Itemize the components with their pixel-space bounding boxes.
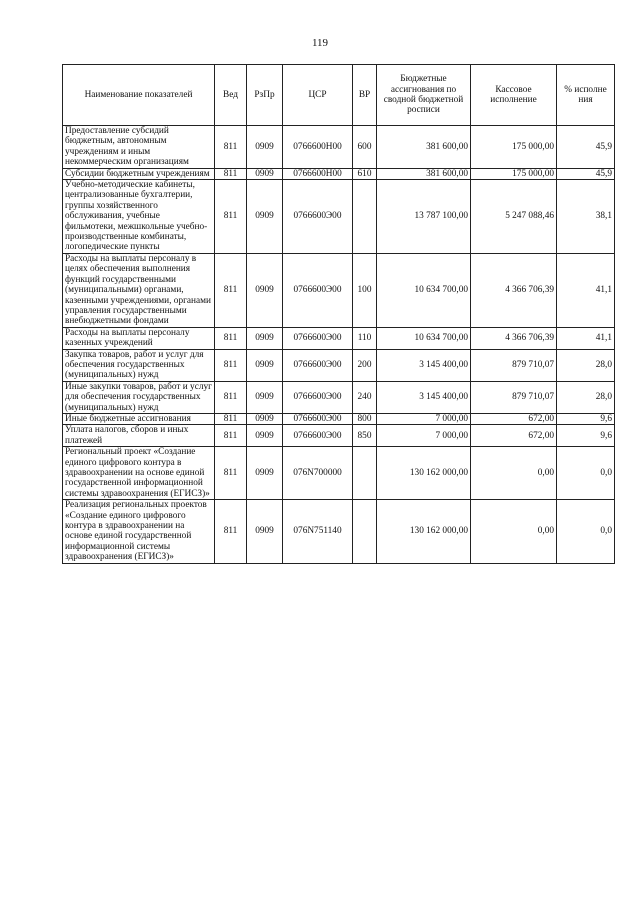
- table-body: [63, 126, 615, 564]
- cell-cash: 879 710,07: [471, 349, 557, 381]
- cell-percent: 28,0: [557, 381, 615, 413]
- cell-vr: 850: [353, 425, 377, 447]
- cell-vr: 100: [353, 253, 377, 327]
- cell-ved: 811: [215, 327, 247, 349]
- cell-rzpr: 0909: [247, 349, 283, 381]
- table-header-row: [63, 65, 615, 126]
- cell-vr: 200: [353, 349, 377, 381]
- cell-ved: 811: [215, 126, 247, 169]
- cell-budget: 381 600,00: [377, 168, 471, 179]
- header-name: Наименование показателей: [63, 65, 215, 126]
- cell-cash: 4 366 706,39: [471, 327, 557, 349]
- cell-ved: 811: [215, 253, 247, 327]
- header-rzpr: РзПр: [247, 65, 283, 126]
- cell-csr: 0766600Н00: [283, 168, 353, 179]
- cell-cash: 0,00: [471, 447, 557, 500]
- table-row: [63, 500, 615, 563]
- cell-vr: [353, 180, 377, 254]
- cell-budget: 130 162 000,00: [377, 500, 471, 563]
- cell-vr: 600: [353, 126, 377, 169]
- cell-budget: 3 145 400,00: [377, 381, 471, 413]
- cell-csr: 0766600Э00: [283, 253, 353, 327]
- cell-cash: 175 000,00: [471, 168, 557, 179]
- table-row: [63, 168, 615, 179]
- table-row: [63, 447, 615, 500]
- cell-name: Закупка товаров, работ и услуг для обеспечения государственных (муниципальных) нужд: [63, 349, 215, 381]
- cell-budget: 130 162 000,00: [377, 447, 471, 500]
- cell-csr: 0766600Э00: [283, 349, 353, 381]
- page-number: 119: [311, 37, 329, 49]
- cell-csr: 0766600Э00: [283, 381, 353, 413]
- cell-rzpr: 0909: [247, 381, 283, 413]
- budget-execution-table: [62, 64, 615, 564]
- cell-name: Субсидии бюджетным учреждениям: [63, 168, 215, 179]
- cell-ved: 811: [215, 500, 247, 563]
- table-row: [63, 180, 615, 254]
- cell-cash: 672,00: [471, 425, 557, 447]
- cell-rzpr: 0909: [247, 180, 283, 254]
- cell-name: Иные бюджетные ассигнования: [63, 413, 215, 424]
- header-vr: ВР: [353, 65, 377, 126]
- cell-budget: 7 000,00: [377, 413, 471, 424]
- cell-csr: 0766600Э00: [283, 425, 353, 447]
- cell-name: Региональный проект «Создание единого цифрового контура в здравоохранении на основе единой государственной информационной системы здравоохранения (ЕГИСЗ)»: [63, 447, 215, 500]
- cell-rzpr: 0909: [247, 327, 283, 349]
- cell-name: Уплата налогов, сборов и иных платежей: [63, 425, 215, 447]
- cell-csr: 0766600Э00: [283, 180, 353, 254]
- header-csr: ЦСР: [283, 65, 353, 126]
- cell-percent: 45,9: [557, 126, 615, 169]
- cell-csr: 0766600Н00: [283, 126, 353, 169]
- cell-vr: [353, 447, 377, 500]
- cell-cash: 0,00: [471, 500, 557, 563]
- table-row: [63, 327, 615, 349]
- cell-ved: 811: [215, 447, 247, 500]
- cell-budget: 10 634 700,00: [377, 327, 471, 349]
- cell-name: Реализация региональных проектов «Создание единого цифрового контура в здравоохранении на основе единой государственной информационной системы здравоохранения (ЕГИСЗ)»: [63, 500, 215, 563]
- header-cash: Кассовое исполнение: [471, 65, 557, 126]
- cell-rzpr: 0909: [247, 447, 283, 500]
- cell-ved: 811: [215, 425, 247, 447]
- cell-rzpr: 0909: [247, 425, 283, 447]
- cell-name: Учебно-методические кабинеты, централизованные бухгалтерии, группы хозяйственного обслуживания, учебные фильмотеки, межшкольные учебно-производственные комбинаты, логопедические пункты: [63, 180, 215, 254]
- cell-vr: [353, 500, 377, 563]
- cell-percent: 28,0: [557, 349, 615, 381]
- cell-percent: 45,9: [557, 168, 615, 179]
- cell-budget: 7 000,00: [377, 425, 471, 447]
- cell-csr: 0766600Э00: [283, 327, 353, 349]
- table-row: [63, 425, 615, 447]
- cell-cash: 175 000,00: [471, 126, 557, 169]
- cell-csr: 0766600Э00: [283, 413, 353, 424]
- cell-name: Расходы на выплаты персоналу в целях обеспечения выполнения функций государственными (муниципальными) органами, казенными учреждениями, органами управления государственными внебюджетными фондами: [63, 253, 215, 327]
- cell-rzpr: 0909: [247, 500, 283, 563]
- cell-budget: 381 600,00: [377, 126, 471, 169]
- cell-cash: 4 366 706,39: [471, 253, 557, 327]
- cell-rzpr: 0909: [247, 253, 283, 327]
- cell-name: Иные закупки товаров, работ и услуг для обеспечения государственных (муниципальных) нужд: [63, 381, 215, 413]
- cell-name: Расходы на выплаты персоналу казенных учреждений: [63, 327, 215, 349]
- cell-csr: 076N751140: [283, 500, 353, 563]
- cell-rzpr: 0909: [247, 413, 283, 424]
- cell-percent: 0,0: [557, 500, 615, 563]
- cell-percent: 9,6: [557, 413, 615, 424]
- cell-ved: 811: [215, 413, 247, 424]
- cell-percent: 38,1: [557, 180, 615, 254]
- cell-ved: 811: [215, 180, 247, 254]
- header-budget: Бюджетные ассигнования по сводной бюджетной росписи: [377, 65, 471, 126]
- cell-percent: 9,6: [557, 425, 615, 447]
- cell-vr: 800: [353, 413, 377, 424]
- cell-budget: 13 787 100,00: [377, 180, 471, 254]
- header-ved: Вед: [215, 65, 247, 126]
- cell-budget: 10 634 700,00: [377, 253, 471, 327]
- cell-ved: 811: [215, 381, 247, 413]
- cell-vr: 610: [353, 168, 377, 179]
- cell-rzpr: 0909: [247, 126, 283, 169]
- cell-budget: 3 145 400,00: [377, 349, 471, 381]
- cell-vr: 110: [353, 327, 377, 349]
- cell-ved: 811: [215, 349, 247, 381]
- cell-cash: 879 710,07: [471, 381, 557, 413]
- table-row: [63, 381, 615, 413]
- table-row: [63, 126, 615, 169]
- cell-cash: 672,00: [471, 413, 557, 424]
- table-row: [63, 349, 615, 381]
- header-percent: % исполне ния: [557, 65, 615, 126]
- cell-ved: 811: [215, 168, 247, 179]
- cell-percent: 41,1: [557, 253, 615, 327]
- cell-name: Предоставление субсидий бюджетным, автономным учреждениям и иным некоммерческим организациям: [63, 126, 215, 169]
- table-row: [63, 413, 615, 424]
- cell-rzpr: 0909: [247, 168, 283, 179]
- table-row: [63, 253, 615, 327]
- cell-csr: 076N700000: [283, 447, 353, 500]
- cell-percent: 0,0: [557, 447, 615, 500]
- cell-cash: 5 247 088,46: [471, 180, 557, 254]
- cell-percent: 41,1: [557, 327, 615, 349]
- cell-vr: 240: [353, 381, 377, 413]
